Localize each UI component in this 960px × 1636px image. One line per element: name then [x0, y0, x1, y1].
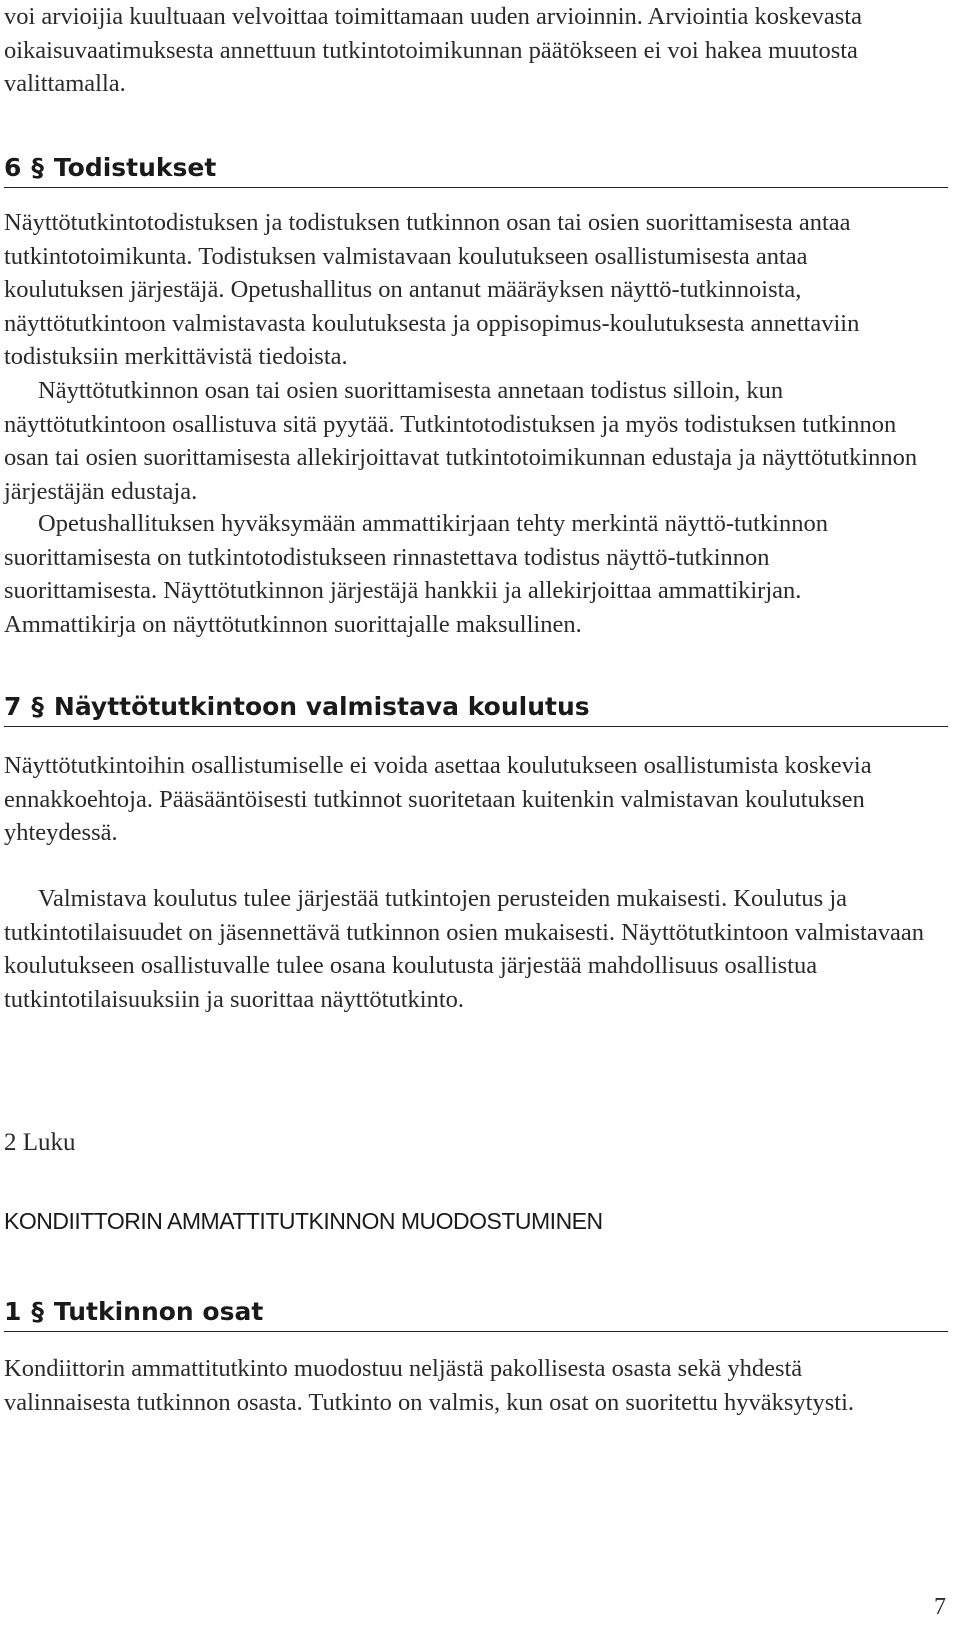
section-7-number: 7 [4, 692, 22, 721]
intro-paragraph: voi arvioijia kuultuaan velvoittaa toimittamaan uuden arvioinnin. Arviointia koskevasta oikaisuvaatimuksesta annettuun tutkintotoimikunnan päätökseen ei voi hakea muutosta valittamalla. [4, 3, 862, 97]
section-symbol: § [31, 1297, 44, 1326]
section-symbol: § [31, 153, 44, 182]
section-7-paragraph-1: Näyttötutkintoihin osallistumiselle ei voida asettaa koulutukseen osallistumista koskevia ennakkoehtoja. Pääsääntöisesti tutkinnot suoritetaan kuitenkin valmistavan koulutuksen yhteydessä. [4, 752, 872, 846]
section-6-number: 6 [4, 153, 22, 182]
section-6-title: Todistukset [53, 153, 217, 182]
section-1-heading [4, 1296, 948, 1332]
chapter-title: KONDIITTORIN AMMATTITUTKINNON MUODOSTUMINEN [4, 1208, 603, 1234]
section-1-number: 1 [4, 1297, 22, 1326]
section-6-paragraph-1: Näyttötutkintotodistuksen ja todistuksen tutkinnon osan tai osien suorittamisesta antaa tutkintotoimikunta. Todistuksen valmistavaan koulutukseen osallistumisesta antaa koulutuksen järjestäjä. Opetushallitus on antanut määräyksen näyttö-tutkinnoista, näyttötutkintoon valmistavasta koulutuksesta ja oppisopimus-koulutuksesta annettaviin todistuksiin merkittävistä tiedoista. [4, 209, 860, 370]
section-1-title: Tutkinnon osat [53, 1297, 264, 1326]
section-1-paragraph-1: Kondiittorin ammattitutkinto muodostuu neljästä pakollisesta osasta sekä yhdestä valinnaisesta tutkinnon osasta. Tutkinto on valmis, kun osat on suoritettu hyväksytysti. [4, 1355, 854, 1416]
section-7-heading [4, 691, 948, 727]
page-number: 7 [934, 1594, 946, 1620]
section-7-paragraph-2: Valmistava koulutus tulee järjestää tutkintojen perusteiden mukaisesti. Koulutus ja tutkintotilaisuudet on jäsennettävä tutkinnon osien mukaisesti. Näyttötutkintoon valmistavaan koulutukseen osallistuvalle tulee osana koulutusta järjestää mahdollisuus osallistua tutkintotilaisuuksiin ja suorittaa näyttötutkinto. [4, 885, 924, 1013]
section-6-paragraph-2: Näyttötutkinnon osan tai osien suorittamisesta annetaan todistus silloin, kun näyttötutkintoon osallistuva sitä pyytää. Tutkintotodistuksen ja myös todistuksen tutkinnon osan tai osien suorittamisesta allekirjoittavat tutkintotoimikunnan edustaja ja näyttötutkinnon järjestäjän edustaja. [4, 377, 918, 505]
chapter-label: 2 Luku [4, 1129, 76, 1156]
section-6-heading [4, 152, 948, 188]
section-6-paragraph-3: Opetushallituksen hyväksymään ammattikirjaan tehty merkintä näyttö-tutkinnon suorittamisesta on tutkintotodistukseen rinnastettava todistus näyttö-tutkinnon suorittamisesta. Näyttötutkinnon järjestäjä hankkii ja allekirjoittaa ammattikirjan. Ammattikirja on näyttötutkinnon suorittajalle maksullinen. [4, 510, 828, 638]
section-7-title: Näyttötutkintoon valmistava koulutus [53, 692, 590, 721]
section-symbol: § [31, 692, 44, 721]
